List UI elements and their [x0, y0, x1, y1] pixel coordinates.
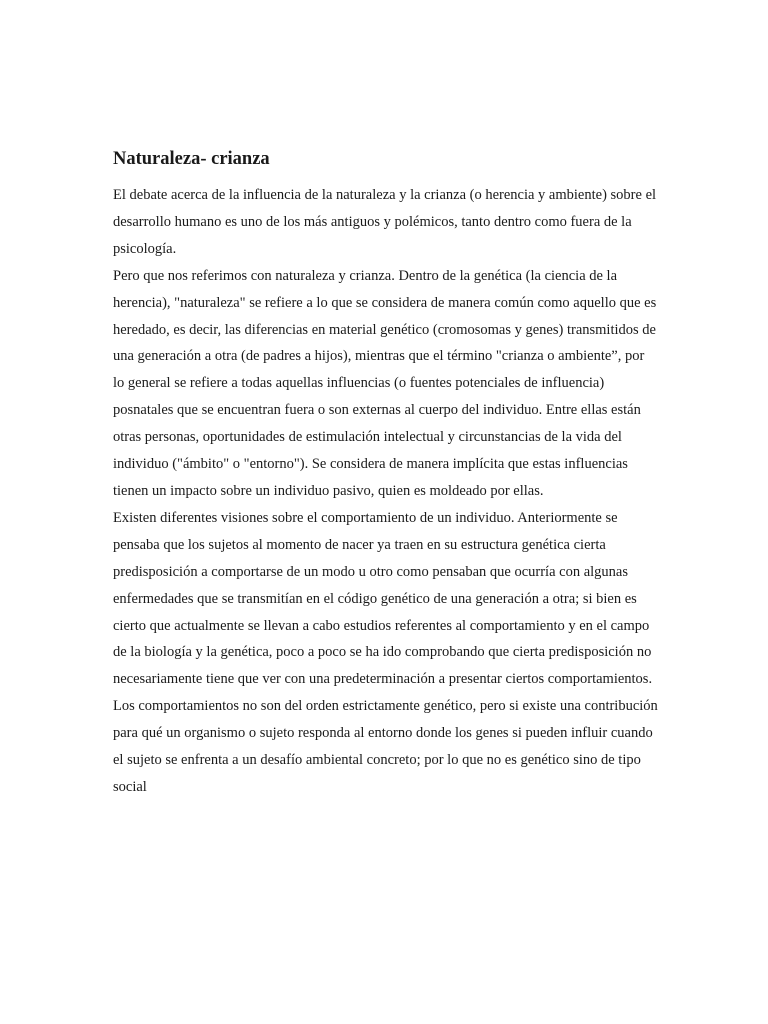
paragraph-2: Pero que nos referimos con naturaleza y crianza. Dentro de la genética (la ciencia de la herencia), "naturaleza" se refiere a lo que se considera de manera común como aquello que es heredado, es decir, las diferencias en material genético (cromosomas y genes) transmitidos de una generación a otra (de padres a hijos), mientras que el término "crianza o ambiente”, por lo general se refiere a todas aquellas influencias (o fuentes potenciales de influencia) posnatales que se encuentran fuera o son externas al cuerpo del individuo. Entre ellas están otras personas, oportunidades de estimulación intelectual y circunstancias de la vida del individuo ("ámbito" o "entorno"). Se considera de manera implícita que estas influencias tienen un impacto sobre un individuo pasivo, quien es moldeado por ellas.	[113, 267, 657, 499]
paragraph-4: Los comportamientos no son del orden estrictamente genético, pero si existe una contribución para qué un organismo o sujeto responda al entorno donde los genes si pueden influir cuando el sujeto se enfrenta a un desafío ambiental concreto; por lo que no es genético sino de tipo social	[113, 698, 658, 795]
paragraph-1: El debate acerca de la influencia de la naturaleza y la crianza (o herencia y ambiente) sobre el desarrollo humano es uno de los más antiguos y polémicos, tanto dentro como fuera de la psicología.	[113, 187, 657, 257]
paragraph-3: Existen diferentes visiones sobre el comportamiento de un individuo. Anteriormente se pensaba que los sujetos al momento de nacer ya traen en su estructura genética cierta predisposición a comportarse de un modo u otro como pensaban que ocurría con algunas enfermedades que se transmitían en el código genético de una generación a otra; si bien es cierto que actualmente se llevan a cabo estudios referentes al comportamiento y en el campo de la biología y la genética, poco a poco se ha ido comprobando que cierta predisposición no necesariamente tiene que ver con una predeterminación a presentar ciertos comportamientos.	[113, 509, 653, 688]
document-title: Naturaleza- crianza	[113, 149, 270, 169]
document-body	[113, 146, 658, 801]
